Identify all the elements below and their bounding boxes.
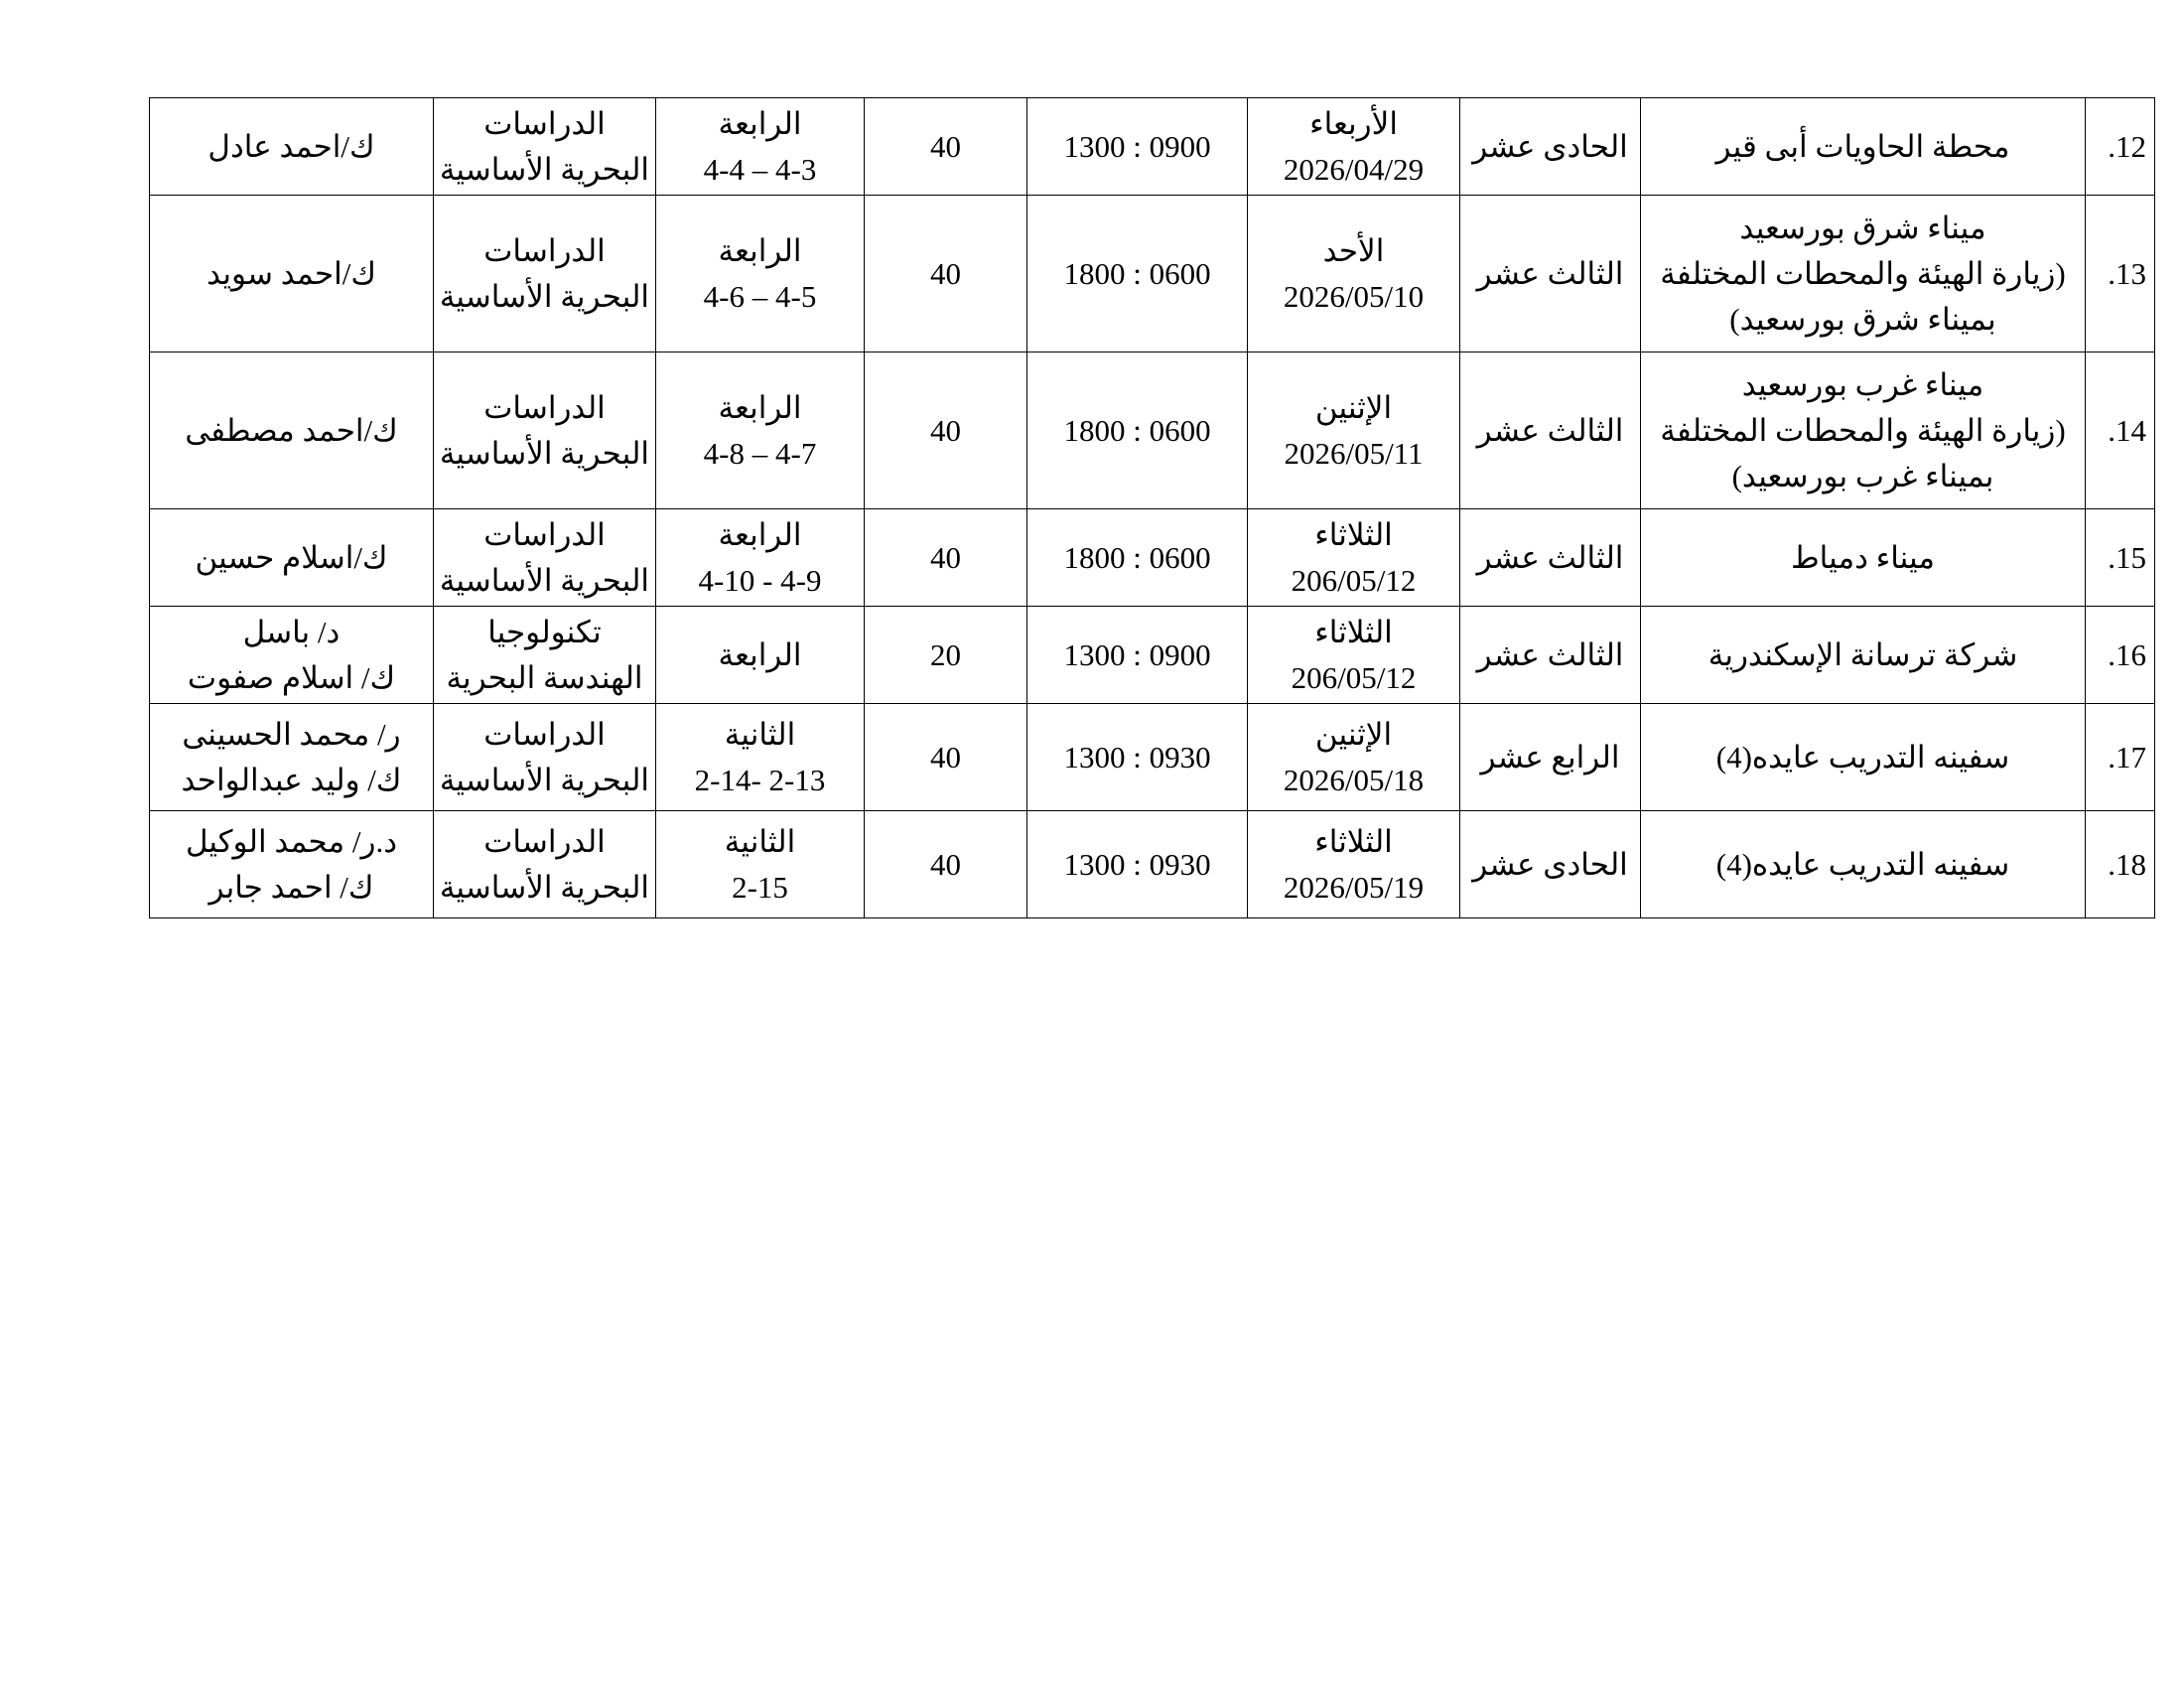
- supervisor-name: ك/اسلام حسين: [195, 539, 388, 575]
- schedule-table: [149, 97, 2155, 918]
- table-row: [150, 352, 2155, 509]
- day-name: الإثنين: [1314, 716, 1393, 752]
- department-cell: [434, 98, 656, 196]
- supervisor-name: ر/ محمد الحسينى: [182, 716, 401, 752]
- supervisor-name: ك/احمد سويد: [206, 255, 376, 291]
- site-line: ميناء شرق بورسعيد: [1739, 210, 1986, 245]
- count-cell: 40: [865, 509, 1027, 607]
- department-line: البحرية الأساسية: [439, 762, 649, 797]
- site-line: ميناء غرب بورسعيد: [1741, 366, 1984, 402]
- site-cell: [1641, 98, 2086, 196]
- department-cell: [434, 509, 656, 607]
- site-cell: [1641, 704, 2086, 811]
- level-groups: 2-15: [732, 869, 788, 905]
- day-name: الأربعاء: [1309, 105, 1398, 141]
- department-line: البحرية الأساسية: [439, 278, 649, 314]
- site-line: (زيارة الهيئة والمحطات المختلفة: [1660, 412, 2066, 448]
- level-groups: 4-9 - 4-10: [698, 562, 822, 598]
- date-value: 2026/05/10: [1283, 278, 1425, 314]
- level-cell: [656, 196, 865, 352]
- department-line: الدراسات: [483, 105, 606, 141]
- time-cell: 0600 : 1800: [1027, 509, 1248, 607]
- level-name: الثانية: [724, 716, 796, 752]
- row-number: 15.: [2086, 509, 2155, 607]
- department-cell: [434, 196, 656, 352]
- level-cell: [656, 352, 865, 509]
- site-line: سفينه التدريب عايده(4): [1715, 846, 2010, 882]
- date-cell: [1248, 811, 1460, 918]
- site-line: بميناء غرب بورسعيد): [1731, 458, 1994, 493]
- count-cell: 40: [865, 196, 1027, 352]
- level-name: الرابعة: [718, 389, 802, 425]
- time-cell: 0600 : 1800: [1027, 352, 1248, 509]
- week-cell: الحادى عشر: [1460, 98, 1641, 196]
- date-cell: [1248, 196, 1460, 352]
- department-cell: [434, 811, 656, 918]
- department-line: الدراسات: [483, 823, 606, 859]
- department-line: البحرية الأساسية: [439, 151, 649, 187]
- row-number: 18.: [2086, 811, 2155, 918]
- time-cell: 0930 : 1300: [1027, 811, 1248, 918]
- week-cell: الثالث عشر: [1460, 352, 1641, 509]
- level-name: الرابعة: [718, 516, 802, 552]
- level-groups: 4-3 – 4-4: [703, 151, 817, 187]
- department-line: الدراسات: [483, 232, 606, 268]
- date-value: 206/05/12: [1291, 562, 1417, 598]
- level-cell: [656, 98, 865, 196]
- department-line: تكنولوجيا: [487, 614, 602, 649]
- site-cell: [1641, 509, 2086, 607]
- department-line: البحرية الأساسية: [439, 435, 649, 471]
- supervisor-name: د.ر/ محمد الوكيل: [185, 823, 398, 859]
- department-line: البحرية الأساسية: [439, 562, 649, 598]
- supervisor-cell: [150, 352, 434, 509]
- week-cell: الحادى عشر: [1460, 811, 1641, 918]
- week-cell: الرابع عشر: [1460, 704, 1641, 811]
- level-cell: [656, 607, 865, 704]
- date-value: 2026/05/18: [1283, 762, 1425, 797]
- level-groups: 2-13 -2-14: [694, 762, 826, 797]
- level-cell: [656, 811, 865, 918]
- date-cell: [1248, 509, 1460, 607]
- supervisor-name: ك/ اسلام صفوت: [187, 659, 396, 695]
- supervisor-cell: [150, 196, 434, 352]
- supervisor-cell: [150, 98, 434, 196]
- department-cell: [434, 704, 656, 811]
- date-cell: [1248, 98, 1460, 196]
- row-number: 17.: [2086, 704, 2155, 811]
- site-line: بميناء شرق بورسعيد): [1729, 301, 1996, 337]
- level-cell: [656, 704, 865, 811]
- site-cell: [1641, 352, 2086, 509]
- department-cell: [434, 607, 656, 704]
- date-value: 2026/05/19: [1283, 869, 1425, 905]
- site-cell: [1641, 196, 2086, 352]
- date-cell: [1248, 704, 1460, 811]
- site-cell: [1641, 811, 2086, 918]
- table-row: [150, 811, 2155, 918]
- date-cell: [1248, 607, 1460, 704]
- table-row: [150, 704, 2155, 811]
- department-cell: [434, 352, 656, 509]
- count-cell: 20: [865, 607, 1027, 704]
- week-cell: الثالث عشر: [1460, 607, 1641, 704]
- supervisor-name: ك/ وليد عبدالواحد: [181, 762, 402, 797]
- site-line: سفينه التدريب عايده(4): [1715, 739, 2010, 774]
- day-name: الثلاثاء: [1314, 823, 1393, 859]
- department-line: البحرية الأساسية: [439, 869, 649, 905]
- day-name: الأحد: [1322, 232, 1385, 268]
- date-value: 2026/04/29: [1283, 151, 1425, 187]
- site-line: شركة ترسانة الإسكندرية: [1707, 636, 2018, 672]
- date-value: 2026/05/11: [1284, 435, 1424, 471]
- department-line: الدراسات: [483, 716, 606, 752]
- level-name: الرابعة: [718, 105, 802, 141]
- site-line: (زيارة الهيئة والمحطات المختلفة: [1660, 255, 2066, 291]
- supervisor-cell: [150, 811, 434, 918]
- day-name: الثلاثاء: [1314, 614, 1393, 649]
- count-cell: 40: [865, 352, 1027, 509]
- level-name: الرابعة: [718, 232, 802, 268]
- supervisor-cell: [150, 704, 434, 811]
- row-number: 13.: [2086, 196, 2155, 352]
- time-cell: 0900 : 1300: [1027, 607, 1248, 704]
- row-number: 14.: [2086, 352, 2155, 509]
- count-cell: 40: [865, 704, 1027, 811]
- department-line: الهندسة البحرية: [446, 659, 643, 695]
- time-cell: 0930 : 1300: [1027, 704, 1248, 811]
- week-cell: الثالث عشر: [1460, 509, 1641, 607]
- date-value: 206/05/12: [1291, 659, 1417, 695]
- table-row: [150, 607, 2155, 704]
- day-name: الثلاثاء: [1314, 516, 1393, 552]
- table-row: [150, 509, 2155, 607]
- table-row: [150, 98, 2155, 196]
- day-name: الإثنين: [1314, 389, 1393, 425]
- supervisor-cell: [150, 607, 434, 704]
- site-cell: [1641, 607, 2086, 704]
- row-number: 12.: [2086, 98, 2155, 196]
- level-name: الثانية: [724, 823, 796, 859]
- supervisor-name: د/ باسل: [242, 614, 341, 649]
- row-number: 16.: [2086, 607, 2155, 704]
- time-cell: 0900 : 1300: [1027, 98, 1248, 196]
- department-line: الدراسات: [483, 389, 606, 425]
- week-cell: الثالث عشر: [1460, 196, 1641, 352]
- level-groups: 4-5 – 4-6: [703, 278, 817, 314]
- site-line: محطة الحاويات أبى قير: [1715, 128, 2010, 164]
- time-cell: 0600 : 1800: [1027, 196, 1248, 352]
- level-groups: 4-7 – 4-8: [703, 435, 817, 471]
- level-name: الرابعة: [718, 636, 802, 672]
- count-cell: 40: [865, 98, 1027, 196]
- supervisor-cell: [150, 509, 434, 607]
- table-row: [150, 196, 2155, 352]
- supervisor-name: ك/احمد مصطفى: [185, 412, 398, 448]
- supervisor-name: ك/احمد عادل: [207, 128, 375, 164]
- date-cell: [1248, 352, 1460, 509]
- level-cell: [656, 509, 865, 607]
- supervisor-name: ك/ احمد جابر: [208, 869, 374, 905]
- count-cell: 40: [865, 811, 1027, 918]
- department-line: الدراسات: [483, 516, 606, 552]
- site-line: ميناء دمياط: [1791, 539, 1935, 575]
